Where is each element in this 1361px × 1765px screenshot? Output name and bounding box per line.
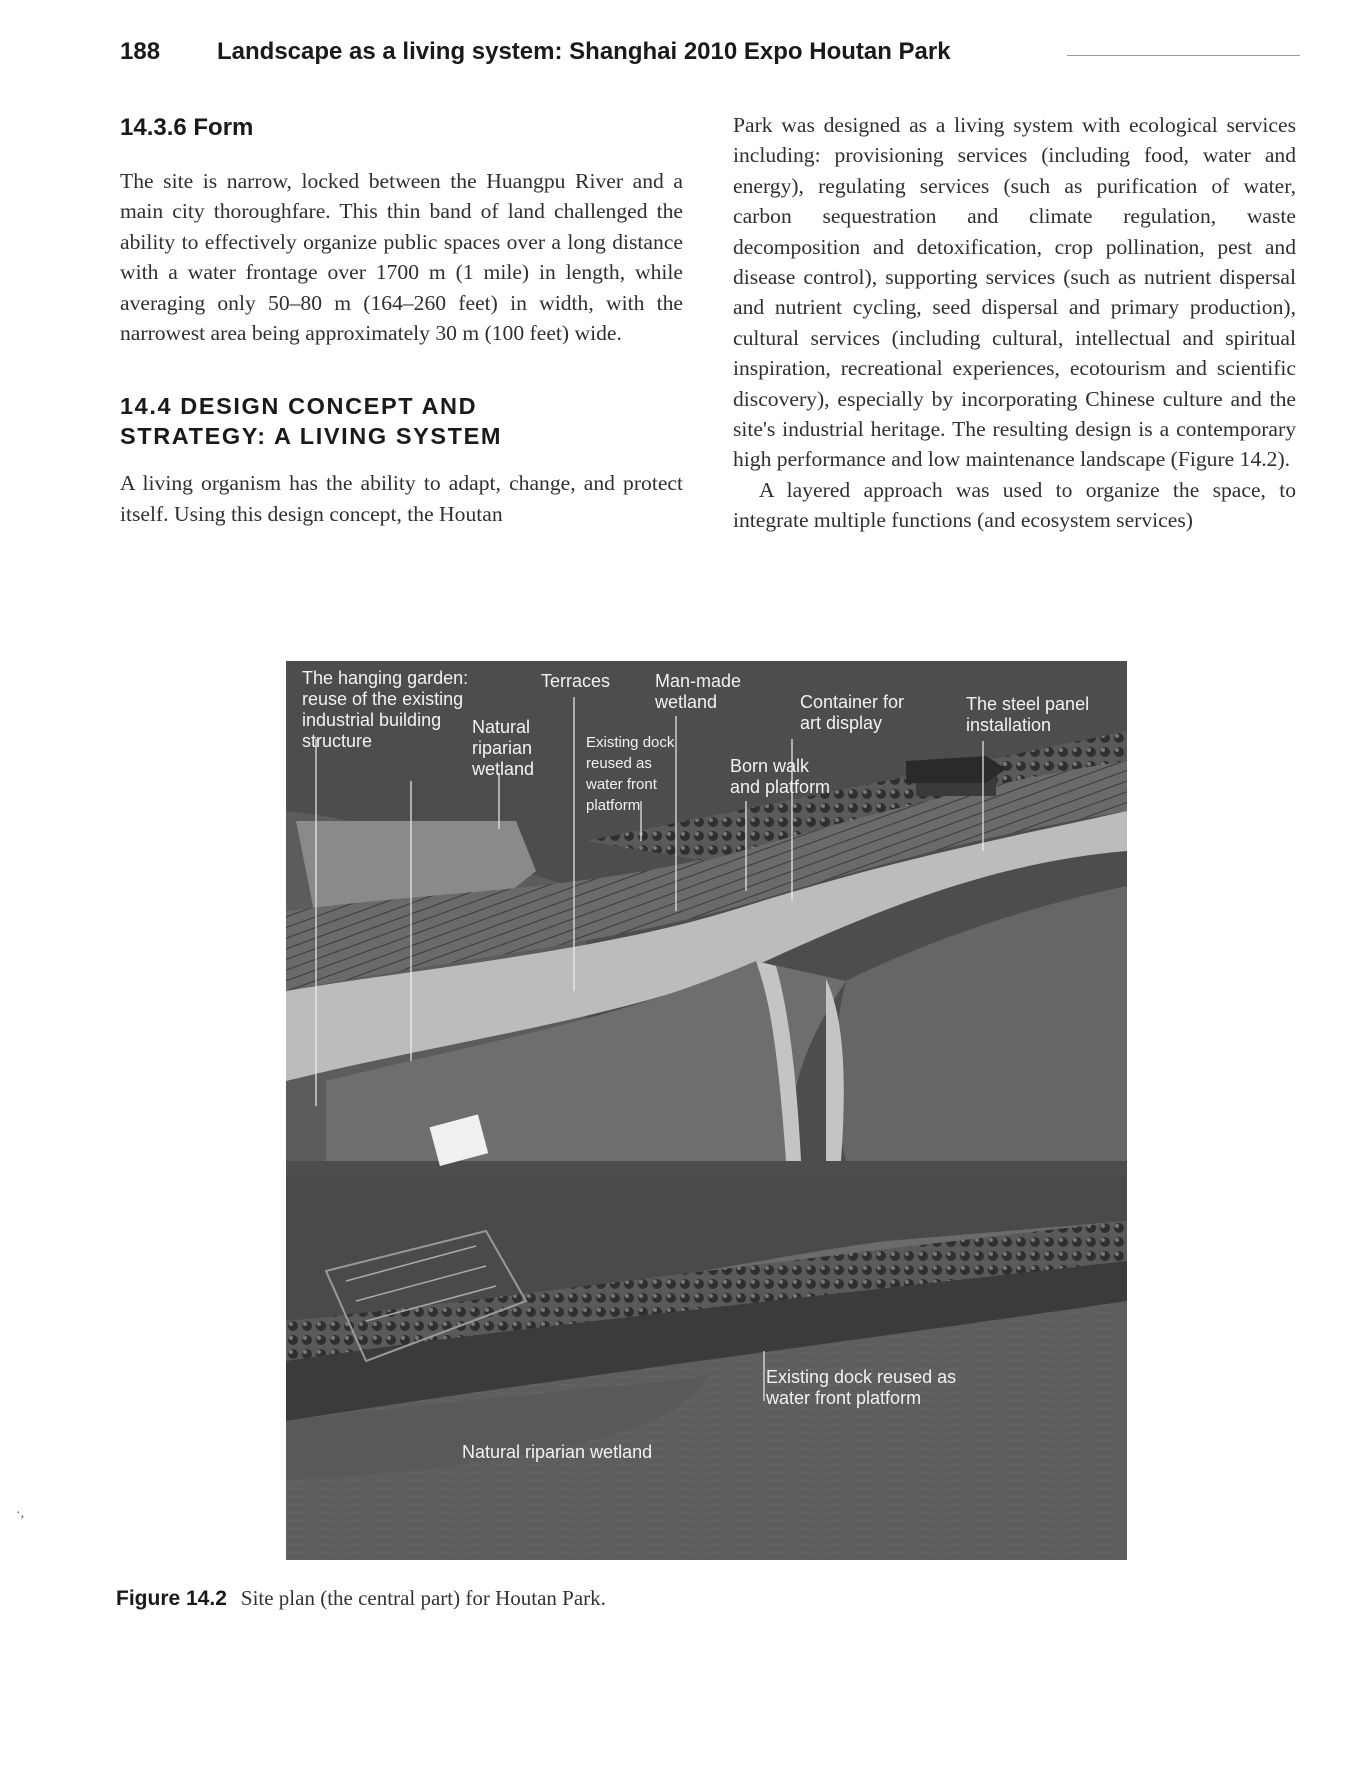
page-number: 188 (120, 38, 161, 65)
figure-caption (116, 1586, 1016, 1611)
left-column (120, 110, 683, 529)
label-terraces: Terraces (541, 671, 611, 691)
label-container: Container for art display (800, 692, 905, 733)
section-heading (120, 391, 683, 451)
label-natural-riparian: Natural riparian wetland (472, 717, 535, 779)
label-hanging-garden: The hanging garden: reuse of the existing industrial building structure (302, 668, 469, 751)
concept-paragraph: A living organism has the ability to adapt, change, and protect itself. Using this design concept, the Houtan (120, 471, 683, 526)
form-paragraph: The site is narrow, locked between the Huangpu River and a main city thoroughfare. This thin band of land challenged the ability to effectively organize public spaces over a long distance with a water frontage over 1700 m (1 mile) in length, while averaging only 50–80 m (164–260 feet) in width, with the narrowest area being approximately 30 m (100 feet) wide. (120, 169, 683, 346)
header-rule (1067, 55, 1300, 56)
running-title: Landscape as a living system: Shanghai 2010 Expo Houtan Park (217, 38, 951, 65)
label-steel-panel: The steel panel installation (966, 694, 1090, 735)
caption-figure-number: Figure 14.2 (116, 1587, 227, 1610)
subsection-title: 14.3.6 Form (120, 114, 254, 141)
site-plan-figure (286, 661, 1127, 1560)
label-natural-riparian-bottom: Natural riparian wetland (462, 1442, 653, 1462)
layered-paragraph: A layered approach was used to organize the space, to integrate multiple functions (and ecosystem services) (733, 477, 1296, 533)
right-column (733, 110, 1296, 536)
section-title-line1: 14.4 DESIGN CONCEPT AND (120, 393, 478, 420)
label-man-made-wetland: Man-made wetland (655, 671, 742, 712)
stray-mark: ·, (16, 1506, 25, 1521)
label-existing-dock-bottom: Existing dock reused as water front platform (766, 1367, 957, 1408)
label-born-walk: Born walk and platform (730, 756, 831, 797)
services-paragraph: Park was designed as a living system with ecological services including: provisioning services (including food, water and energy), regulating services (such as purification of water, carbon sequestration and climate regulation, waste decomposition and detoxification, crop pollination, pest and disease control), supporting services (such as nutrient dispersal and nutrient cycling, seed dispersal and primary production), cultural services (including cultural, intellectual and spiritual inspiration, recreational experiences, ecotourism and scientific discovery), especially by incorporating Chinese culture and the site's industrial heritage. The resulting design is a contemporary high performance and low maintenance landscape (Figure 14.2). (733, 113, 1296, 472)
label-existing-dock-top: Existing dock reused as water front platform (586, 734, 675, 814)
leader-lines (286, 661, 1127, 1560)
running-header (120, 36, 1300, 76)
caption-text: Site plan (the central part) for Houtan Park. (240, 1586, 606, 1610)
section-title-line2: STRATEGY: A LIVING SYSTEM (120, 423, 503, 450)
